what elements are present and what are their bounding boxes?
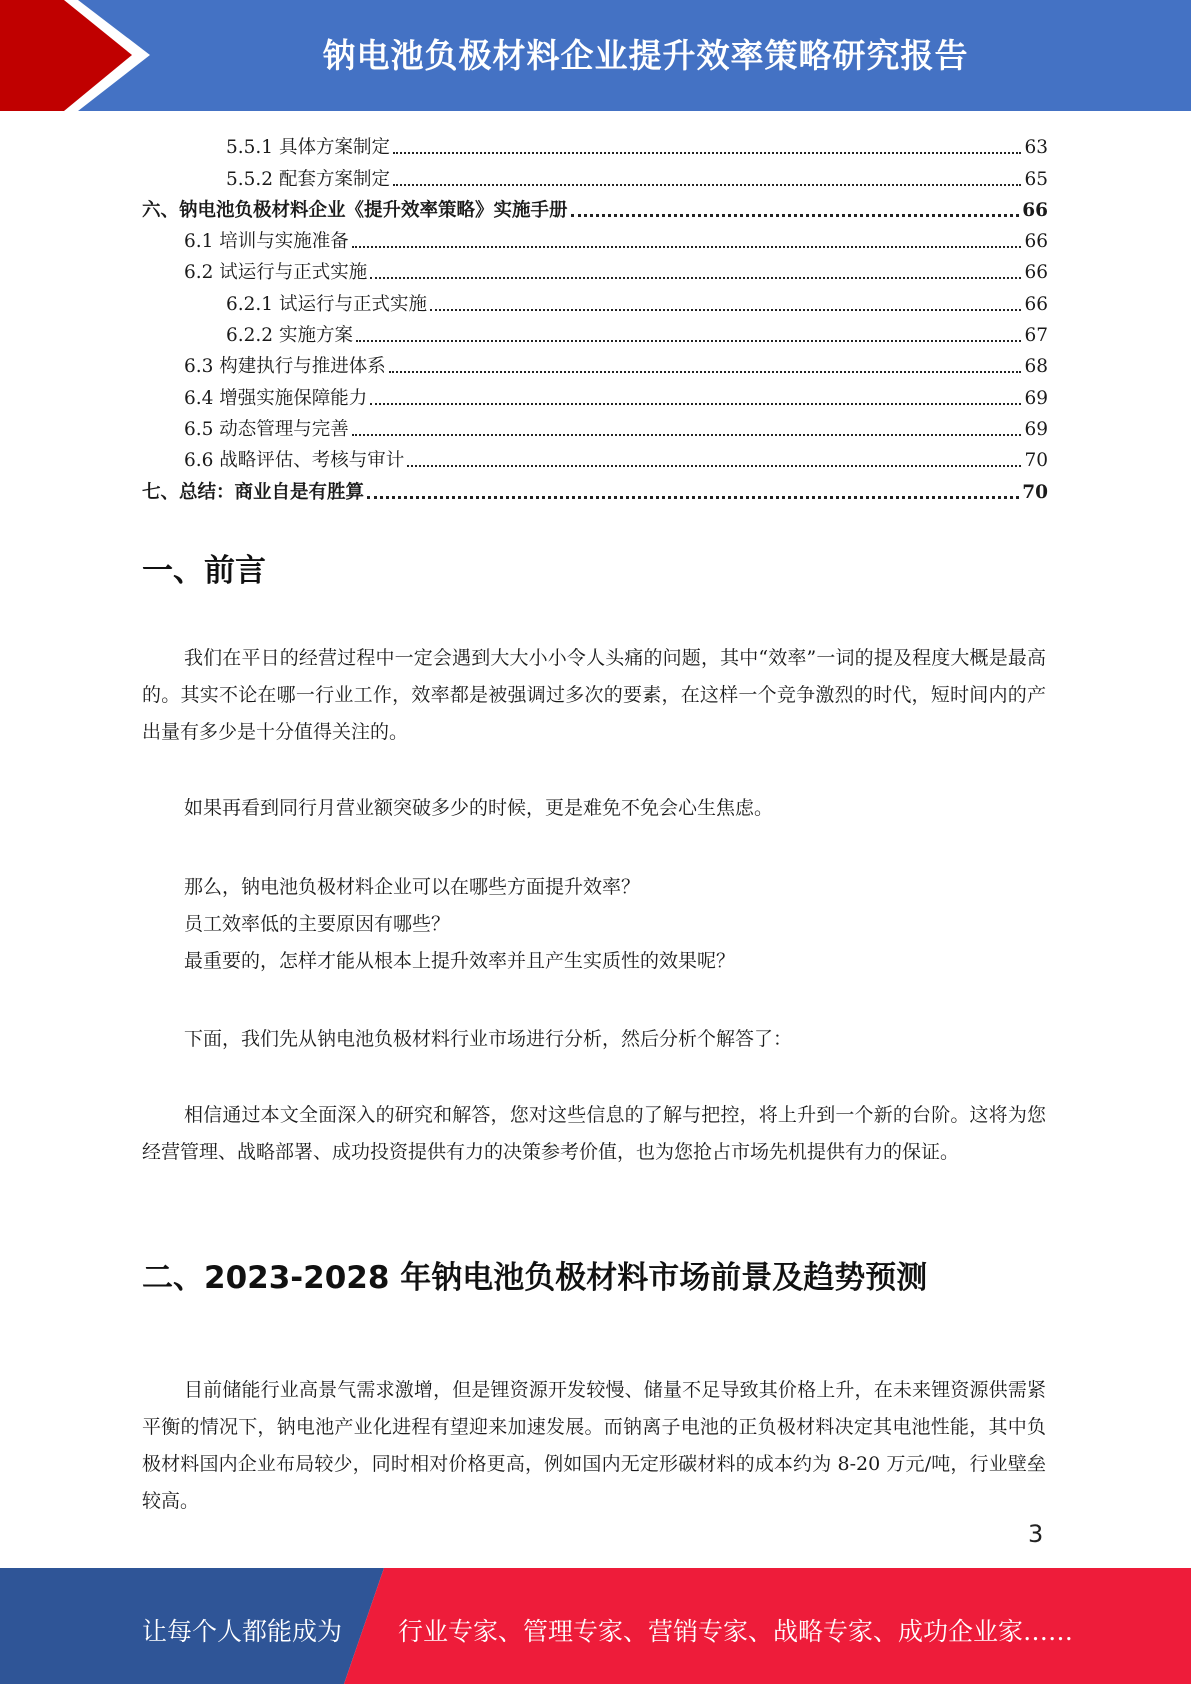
toc-dot-leader — [430, 309, 1021, 311]
toc-entry-title: 七、总结：商业自是有胜算 — [142, 481, 365, 503]
toc-page-number: 66 — [1022, 199, 1048, 221]
toc-dot-leader — [352, 246, 1022, 248]
toc-entry-title: 6.3 构建执行与推进体系 — [184, 356, 386, 378]
toc-entry-title: 六、钠电池负极材料企业《提升效率策略》实施手册 — [142, 199, 568, 221]
question-line: 那么，钠电池负极材料企业可以在哪些方面提升效率？ — [184, 876, 641, 898]
toc-entry-title: 6.2.1 试运行与正式实施 — [226, 293, 427, 315]
toc-dot-leader — [370, 403, 1021, 405]
paragraph: 相信通过本文全面深入的研究和解答，您对这些信息的了解与把控，将上升到一个新的台阶。这将为您经营管理、战略部署、成功投资提供有力的决策参考价值，也为您抢占市场先机提供有力的保证。 — [142, 1104, 1046, 1163]
toc-entry[interactable] — [142, 128, 1048, 159]
toc-page-number: 65 — [1024, 168, 1048, 190]
report-title: 钠电池负极材料企业提升效率策略研究报告 — [322, 36, 969, 75]
toc-page-number: 69 — [1024, 387, 1048, 409]
toc-entry-title: 5.5.2 配套方案制定 — [226, 168, 390, 190]
paragraph: 下面，我们先从钠电池负极材料行业市场进行分析，然后分析个解答了： — [184, 1028, 793, 1050]
toc-entry[interactable] — [142, 253, 1048, 284]
toc-page-number: 70 — [1024, 450, 1048, 472]
toc-dot-leader — [352, 434, 1022, 436]
toc-entry[interactable] — [142, 222, 1048, 253]
toc-page-number: 63 — [1024, 137, 1048, 159]
toc-dot-leader — [407, 465, 1021, 467]
paragraph: 如果再看到同行月营业额突破多少的时候，更是难免不免会心生焦虑。 — [184, 797, 774, 819]
toc-entry[interactable] — [142, 191, 1048, 222]
toc-dot-leader — [370, 277, 1021, 279]
footer-slogan-left: 让每个人都能成为 — [142, 1617, 343, 1646]
toc-page-number: 68 — [1024, 356, 1048, 378]
table-of-contents — [142, 128, 1048, 504]
toc-dot-leader — [389, 371, 1022, 373]
toc-page-number: 69 — [1024, 418, 1048, 440]
page-footer — [0, 1568, 1191, 1684]
toc-dot-leader — [571, 214, 1020, 217]
footer-slogan-right: 行业专家、管理专家、营销专家、战略专家、成功企业家…… — [398, 1617, 1074, 1646]
paragraph: 目前储能行业高景气需求激增，但是锂资源开发较慢、储量不足导致其价格上升，在未来锂资源供需紧平衡的情况下，钠电池产业化进程有望迎来加速发展。而钠离子电池的正负极材料决定其电池性能，其中负极材料国内企业布局较少，同时相对价格更高，例如国内无定形碳材料的成本约为 8-20 万元/吨，行业壁垒较高。 — [142, 1379, 1046, 1512]
toc-page-number: 70 — [1022, 481, 1048, 503]
toc-entry[interactable] — [142, 347, 1048, 378]
toc-page-number: 66 — [1024, 293, 1048, 315]
toc-page-number: 66 — [1024, 231, 1048, 253]
toc-entry-title: 6.4 增强实施保障能力 — [184, 387, 368, 409]
toc-entry-title: 6.2.2 实施方案 — [226, 325, 353, 347]
toc-entry[interactable] — [142, 159, 1048, 190]
toc-page-number: 66 — [1024, 262, 1048, 284]
chevron-decoration — [0, 0, 160, 111]
toc-entry[interactable] — [142, 441, 1048, 472]
toc-dot-leader — [367, 496, 1019, 499]
toc-entry[interactable] — [142, 472, 1048, 503]
toc-entry-title: 5.5.1 具体方案制定 — [226, 137, 390, 159]
paragraph: 我们在平日的经营过程中一定会遇到大大小小令人头痛的问题，其中“效率”一词的提及程度大概是最高的。其实不论在哪一行业工作，效率都是被强调过多次的要素，在这样一个竞争激烈的时代，短时间内的产出量有多少是十分值得关注的。 — [142, 647, 1046, 743]
page-header — [0, 0, 1191, 111]
toc-dot-leader — [393, 184, 1021, 186]
page-number: 3 — [1028, 1520, 1044, 1548]
toc-entry[interactable] — [142, 284, 1048, 315]
toc-entry[interactable] — [142, 378, 1048, 409]
toc-entry[interactable] — [142, 316, 1048, 347]
toc-entry-title: 6.5 动态管理与完善 — [184, 418, 349, 440]
toc-entry-title: 6.2 试运行与正式实施 — [184, 262, 368, 284]
section-heading-preface: 一、前言 — [142, 553, 266, 589]
question-line: 最重要的，怎样才能从根本上提升效率并且产生实质性的效果呢？ — [184, 950, 736, 972]
toc-entry-title: 6.1 培训与实施准备 — [184, 231, 349, 253]
toc-entry[interactable] — [142, 410, 1048, 441]
toc-dot-leader — [393, 152, 1021, 154]
toc-dot-leader — [356, 340, 1022, 342]
section-heading-market-outlook: 二、2023-2028 年钠电池负极材料市场前景及趋势预测 — [142, 1260, 928, 1296]
toc-page-number: 67 — [1024, 325, 1048, 347]
toc-entry-title: 6.6 战略评估、考核与审计 — [184, 450, 405, 472]
question-line: 员工效率低的主要原因有哪些？ — [184, 913, 451, 935]
